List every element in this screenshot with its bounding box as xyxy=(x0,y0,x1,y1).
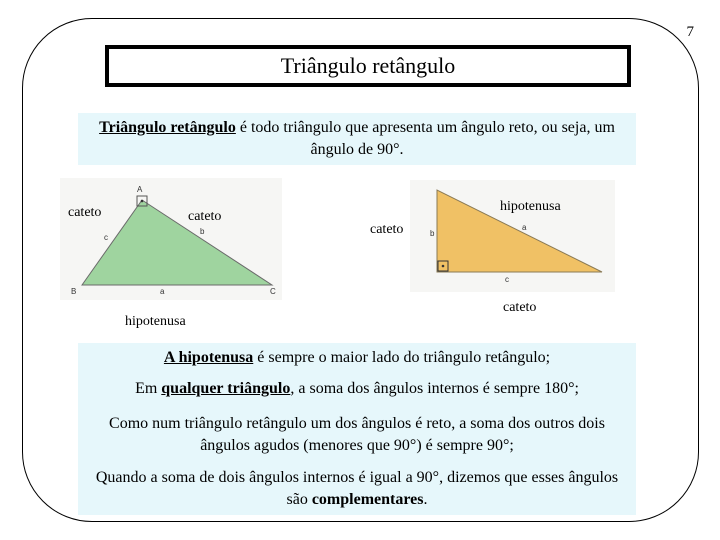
fact-suffix: . xyxy=(423,491,428,508)
right-angle-dot xyxy=(141,200,144,203)
side-a-label: a xyxy=(522,223,527,232)
definition-text xyxy=(96,117,618,161)
side-a-label: a xyxy=(160,287,165,296)
side-b-label: b xyxy=(430,229,435,238)
vertex-b-label: B xyxy=(71,287,77,296)
right-leg-1-label: cateto xyxy=(370,222,404,237)
left-hypotenuse-label: hipotenusa xyxy=(125,314,186,329)
left-leg-1-label: cateto xyxy=(68,205,102,220)
left-triangle-figure xyxy=(60,178,282,300)
right-triangle-figure xyxy=(410,180,615,292)
slide-title: Triângulo retângulo xyxy=(280,53,456,78)
fact-strong: A hipotenusa xyxy=(163,349,254,366)
fact-item xyxy=(88,467,626,511)
fact-item xyxy=(88,413,626,457)
definition-box xyxy=(78,113,636,165)
side-c-label: c xyxy=(104,233,108,242)
vertex-a-label: A xyxy=(137,185,143,194)
left-leg-2-label: cateto xyxy=(188,209,222,224)
vertex-c-label: C xyxy=(270,287,276,296)
definition-term: Triângulo retângulo xyxy=(99,119,236,136)
fact-strong: qualquer triângulo xyxy=(161,380,291,397)
fact-text: é sempre o maior lado do triângulo retângulo; xyxy=(253,349,551,366)
side-c-label: c xyxy=(505,275,509,284)
fact-item xyxy=(88,347,626,369)
fact-text: , a soma dos ângulos internos é sempre 180°; xyxy=(290,380,579,397)
definition-body: é todo triângulo que apresenta um ângulo reto, ou seja, um ângulo de 90°. xyxy=(235,119,615,158)
fact-item xyxy=(88,378,626,400)
right-leg-2-label: cateto xyxy=(503,300,537,315)
fact-text: Quando a soma de dois ângulos internos é igual a 90°, dizemos que esses ângulos são xyxy=(95,469,619,508)
side-b-label: b xyxy=(200,227,205,236)
facts-box xyxy=(78,343,636,515)
right-hypotenuse-label: hipotenusa xyxy=(500,199,561,214)
title-box xyxy=(105,45,631,87)
page-number: 7 xyxy=(686,24,694,40)
fact-strong: complementares xyxy=(311,491,424,508)
right-angle-dot xyxy=(442,265,445,268)
fact-text: Como num triângulo retângulo um dos ângulos é reto, a soma dos outros dois ângulos agudos (menores que 90°) é sempre 90°; xyxy=(109,415,605,454)
fact-prefix: Em xyxy=(135,380,162,397)
